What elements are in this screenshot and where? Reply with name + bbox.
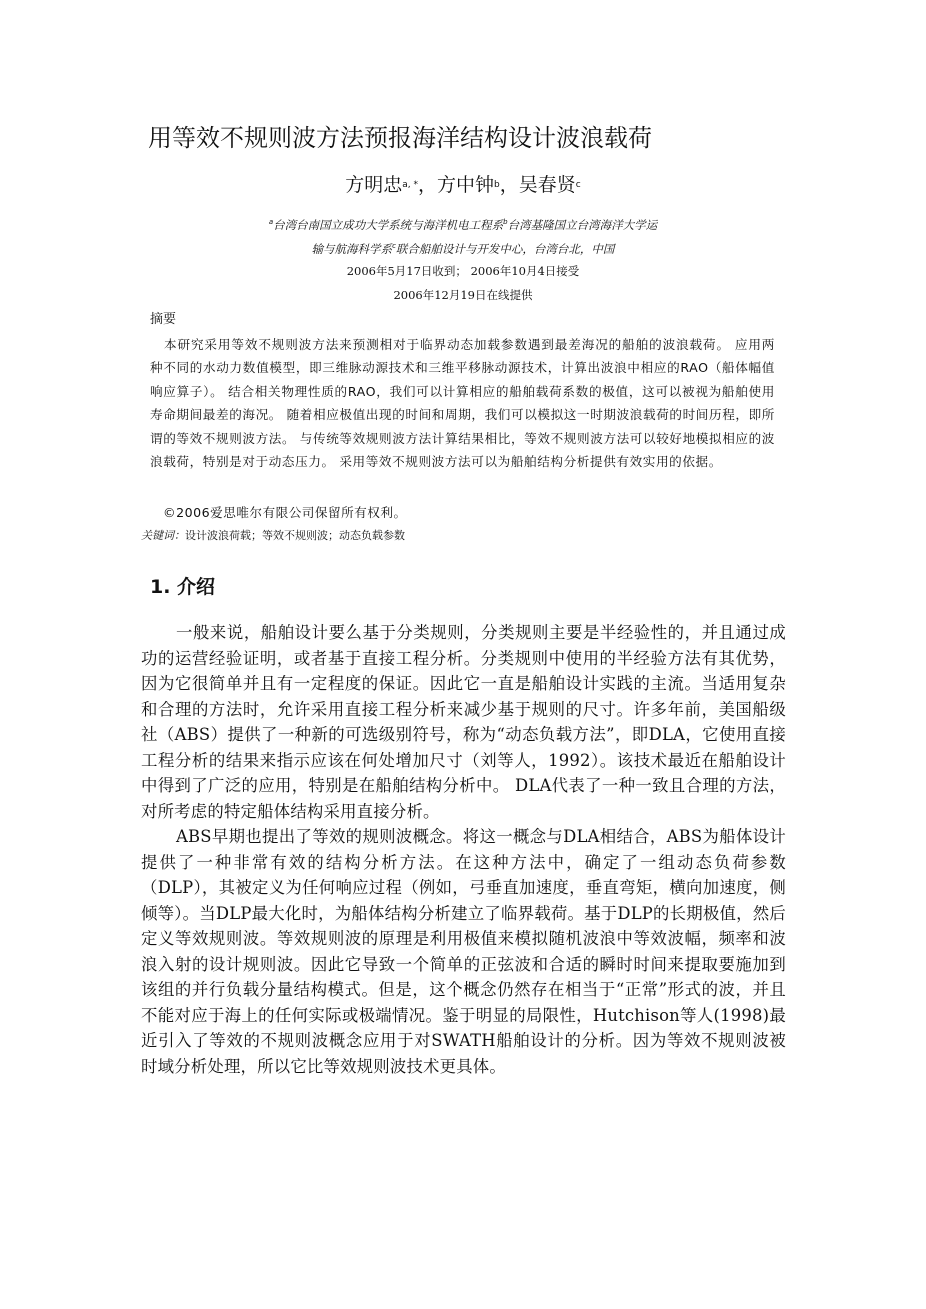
affil-mark-a: a bbox=[268, 218, 274, 226]
section-heading-introduction: 1. 介绍 bbox=[150, 576, 216, 598]
author-separator: ， bbox=[418, 174, 438, 196]
abstract-text: 本研究采用等效不规则波方法来预测相对于临界动态加载参数遇到最差海况的船舶的波浪载荷。 应用两种不同的水动力数值模型，即三维脉动源技术和三维平移脉动源技术，计算出波浪中相应的RAO（船体幅值响应算子）。 结合相关物理性质的RAO，我们可以计算相应的船舶载荷系数的极值，这可以被视为船舶使用寿命期间最差的海况。 随着相应极值出现的时间和周期，我们可以模拟这一时期波浪载荷的时间历程，即所谓的等效不规则波方法。 与传统等效规则波方法计算结果相比，等效不规则波方法可以较好地模拟相应的波浪载荷，特别是对于动态压力。 采用等效不规则波方法可以为船舶结构分析提供有效实用的依据。 bbox=[150, 337, 775, 470]
online-date: 2006年12月19日在线提供 bbox=[393, 288, 533, 302]
abstract-heading: 摘要 bbox=[150, 312, 177, 327]
introduction-body bbox=[141, 620, 786, 1079]
author-separator: ， bbox=[499, 174, 519, 196]
author-3-affil-mark: c bbox=[575, 180, 581, 190]
author-1-affil-mark: a, * bbox=[402, 180, 419, 190]
keywords-text: 设计波浪荷载；等效不规则波；动态负载参数 bbox=[185, 529, 405, 542]
affiliation-line-2 bbox=[0, 236, 926, 259]
affil-mark-c: c bbox=[392, 242, 396, 250]
abstract-body bbox=[150, 333, 775, 473]
copyright-notice: ©2006爱思唯尔有限公司保留所有权利。 bbox=[163, 505, 407, 520]
author-2-affil-mark: b bbox=[494, 180, 500, 190]
received-accepted-dates: 2006年5月17日收到； 2006年10月4日接受 bbox=[346, 264, 580, 278]
affiliation-b-part1: 台湾基隆国立台湾海洋大学运 bbox=[507, 217, 658, 232]
author-1: 方明忠 bbox=[345, 174, 403, 196]
keywords bbox=[141, 526, 405, 546]
author-list bbox=[0, 170, 926, 204]
affiliation-line-1 bbox=[0, 212, 926, 235]
affiliation-a: 台湾台南国立成功大学系统与海洋机电工程系 bbox=[273, 217, 504, 232]
affil-mark-b: b bbox=[503, 218, 508, 226]
affiliation-b-part2: 输与航海科学系 bbox=[311, 241, 393, 256]
affiliation-c: 联合船舶设计与开发中心，台湾台北，中国 bbox=[395, 241, 615, 256]
keywords-label: 关键词： bbox=[141, 529, 185, 542]
author-3: 吴春贤 bbox=[518, 174, 576, 196]
paper-title: 用等效不规则波方法预报海洋结构设计波浪载荷 bbox=[148, 124, 652, 152]
paragraph: ABS早期也提出了等效的规则波概念。将这一概念与DLA相结合，ABS为船体设计提供了一种非常有效的结构分析方法。在这种方法中，确定了一组动态负荷参数（DLP），其被定义为任何响应过程（例如，弓垂直加速度，垂直弯矩，横向加速度，侧倾等）。当DLP最大化时，为船体结构分析建立了临界载荷。基于DLP的长期极值，然后定义等效规则波。等效规则波的原理是利用极值来模拟随机波浪中等效波幅，频率和波浪入射的设计规则波。因此它导致一个简单的正弦波和合适的瞬时时间来提取要施加到该组的并行负载分量结构模式。但是，这个概念仍然存在相当于“正常”形式的波，并且不能对应于海上的任何实际或极端情况。鉴于明显的局限性，Hutchison等人(1998)最近引入了等效的不规则波概念应用于对SWATH船舶设计的分析。因为等效不规则波被时域分析处理，所以它比等效规则波技术更具体。 bbox=[141, 827, 786, 1076]
paragraph: 一般来说，船舶设计要么基于分类规则，分类规则主要是半经验性的，并且通过成功的运营经验证明，或者基于直接工程分析。分类规则中使用的半经验方法有其优势，因为它很简单并且有一定程度的保证。因此它一直是船舶设计实践的主流。当适用复杂和合理的方法时，允许采用直接工程分析来减少基于规则的尺寸。许多年前，美国船级社（ABS）提供了一种新的可选级别符号，称为“动态负载方法”，即DLA，它使用直接工程分析的结果来指示应该在何处增加尺寸（刘等人，1992）。该技术最近在船舶设计中得到了广泛的应用，特别是在船舶结构分析中。 DLA代表了一种一致且合理的方法，对所考虑的特定船体结构采用直接分析。 bbox=[141, 623, 786, 821]
author-2: 方中钟 bbox=[437, 174, 495, 196]
